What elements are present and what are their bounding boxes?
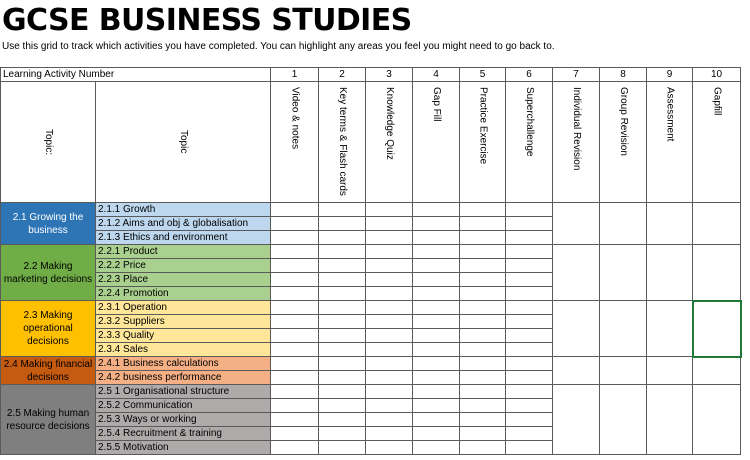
revision-tracking-cell[interactable] <box>600 301 647 357</box>
tracking-cell[interactable] <box>506 217 553 231</box>
activity-number: 10 <box>693 68 741 82</box>
tracking-cell[interactable] <box>271 385 319 399</box>
tracking-cell[interactable] <box>413 315 460 329</box>
revision-tracking-cell[interactable] <box>553 385 600 455</box>
tracking-cell[interactable] <box>460 385 506 399</box>
activity-number: 2 <box>319 68 366 82</box>
tracking-cell[interactable] <box>366 371 413 385</box>
tracking-cell[interactable] <box>271 441 319 455</box>
revision-tracking-cell[interactable] <box>693 245 741 301</box>
subtopic-cell: 2.3.4 Sales <box>96 343 271 357</box>
tracking-cell[interactable] <box>319 329 366 343</box>
tracking-cell[interactable] <box>366 357 413 371</box>
tracking-cell[interactable] <box>271 203 319 217</box>
subtopic-cell: 2.4.1 Business calculations <box>96 357 271 371</box>
tracking-cell[interactable] <box>413 329 460 343</box>
tracking-cell[interactable] <box>413 357 460 371</box>
tracking-cell[interactable] <box>506 441 553 455</box>
activity-number: 8 <box>600 68 647 82</box>
tracking-cell[interactable] <box>271 301 319 315</box>
tracking-cell[interactable] <box>319 427 366 441</box>
subtopic-cell: 2.1.2 Aims and obj & globalisation <box>96 217 271 231</box>
tracking-cell[interactable] <box>506 371 553 385</box>
table-row <box>1 245 741 259</box>
subtopic-cell: 2.2.3 Place <box>96 273 271 287</box>
table-row <box>1 357 741 371</box>
subtopic-cell: 2.5.3 Ways or working <box>96 413 271 427</box>
activity-name: Key terms & Flash cards <box>337 87 348 196</box>
activity-name: Superchallenge <box>524 87 535 157</box>
tracking-cell[interactable] <box>413 203 460 217</box>
revision-tracking-cell[interactable] <box>693 301 741 357</box>
revision-tracking-cell[interactable] <box>647 385 693 455</box>
topic-header-cell <box>96 82 271 203</box>
tracking-cell[interactable] <box>413 343 460 357</box>
tracking-cell[interactable] <box>413 259 460 273</box>
tracking-cell[interactable] <box>413 385 460 399</box>
tracking-cell[interactable] <box>271 371 319 385</box>
tracking-cell[interactable] <box>413 245 460 259</box>
tracking-cell[interactable] <box>366 273 413 287</box>
tracking-cell[interactable] <box>506 245 553 259</box>
tracking-cell[interactable] <box>460 217 506 231</box>
tracking-cell[interactable] <box>319 399 366 413</box>
tracking-cell[interactable] <box>460 245 506 259</box>
tracking-cell[interactable] <box>319 231 366 245</box>
activity-header-cell <box>553 82 600 203</box>
topic-header-cell <box>1 82 96 203</box>
tracking-cell[interactable] <box>319 245 366 259</box>
table-row <box>1 203 741 217</box>
tracking-cell[interactable] <box>506 273 553 287</box>
subtopic-cell: 2.3.1 Operation <box>96 301 271 315</box>
tracking-cell[interactable] <box>506 287 553 301</box>
tracking-cell[interactable] <box>413 217 460 231</box>
tracking-cell[interactable] <box>506 413 553 427</box>
tracking-cell[interactable] <box>319 343 366 357</box>
tracking-cell[interactable] <box>506 301 553 315</box>
section-title: 2.3 Making operational decisions <box>1 301 96 357</box>
table-row <box>1 385 741 399</box>
activity-header-cell <box>413 82 460 203</box>
tracking-cell[interactable] <box>366 413 413 427</box>
tracking-cell[interactable] <box>366 427 413 441</box>
tracking-cell[interactable] <box>460 315 506 329</box>
tracking-cell[interactable] <box>460 441 506 455</box>
tracking-cell[interactable] <box>413 413 460 427</box>
revision-tracking-cell[interactable] <box>647 301 693 357</box>
activity-header-cell <box>319 82 366 203</box>
tracking-cell[interactable] <box>271 315 319 329</box>
tracking-cell[interactable] <box>366 259 413 273</box>
revision-tracking-cell[interactable] <box>647 357 693 385</box>
tracking-cell[interactable] <box>506 259 553 273</box>
tracking-cell[interactable] <box>413 273 460 287</box>
revision-tracking-cell[interactable] <box>553 357 600 385</box>
tracking-cell[interactable] <box>366 231 413 245</box>
activity-header-cell <box>506 82 553 203</box>
activity-name: Video & notes <box>289 87 301 150</box>
tracking-cell[interactable] <box>319 413 366 427</box>
tracking-cell[interactable] <box>460 427 506 441</box>
tracking-cell[interactable] <box>506 427 553 441</box>
tracking-cell[interactable] <box>460 301 506 315</box>
tracking-cell[interactable] <box>319 203 366 217</box>
activity-number: 5 <box>460 68 506 82</box>
tracking-cell[interactable] <box>460 413 506 427</box>
activity-header-cell <box>460 82 506 203</box>
tracking-cell[interactable] <box>506 329 553 343</box>
tracking-cell[interactable] <box>366 217 413 231</box>
tracking-cell[interactable] <box>271 343 319 357</box>
subtopic-cell: 2.4.2 business performance <box>96 371 271 385</box>
activity-number: 6 <box>506 68 553 82</box>
activity-name: Individual Revision <box>571 87 582 171</box>
tracking-cell[interactable] <box>413 427 460 441</box>
tracking-cell[interactable] <box>271 427 319 441</box>
tracking-cell[interactable] <box>319 217 366 231</box>
activity-name: Gapfill <box>711 87 723 116</box>
revision-tracking-cell[interactable] <box>600 203 647 245</box>
activity-header-cell <box>600 82 647 203</box>
activity-number: 3 <box>366 68 413 82</box>
tracking-cell[interactable] <box>366 287 413 301</box>
tracking-cell[interactable] <box>271 357 319 371</box>
subtopic-cell: 2.5.4 Recruitment & training <box>96 427 271 441</box>
tracking-cell[interactable] <box>271 329 319 343</box>
subtopic-cell: 2.3.3 Quality <box>96 329 271 343</box>
revision-tracking-cell[interactable] <box>600 245 647 301</box>
tracking-cell[interactable] <box>460 203 506 217</box>
tracking-cell[interactable] <box>319 385 366 399</box>
tracking-cell[interactable] <box>366 203 413 217</box>
activity-name: Group Revision <box>618 87 629 156</box>
revision-tracking-cell[interactable] <box>600 357 647 385</box>
activity-tracker-grid <box>0 67 742 455</box>
tracking-cell[interactable] <box>506 203 553 217</box>
activity-number: 7 <box>553 68 600 82</box>
tracking-cell[interactable] <box>506 399 553 413</box>
tracking-cell[interactable] <box>271 399 319 413</box>
tracking-cell[interactable] <box>413 441 460 455</box>
tracking-cell[interactable] <box>366 385 413 399</box>
page-title: GCSE BUSINESS STUDIES <box>2 3 412 38</box>
tracking-cell[interactable] <box>506 385 553 399</box>
tracking-cell[interactable] <box>319 441 366 455</box>
section-title: 2.4 Making financial decisions <box>1 357 96 385</box>
tracking-cell[interactable] <box>460 287 506 301</box>
subtopic-cell: 2.2.2 Price <box>96 259 271 273</box>
subtopic-cell: 2.2.4 Promotion <box>96 287 271 301</box>
activity-name: Gap Fill <box>431 87 442 122</box>
tracking-cell[interactable] <box>271 231 319 245</box>
tracking-cell[interactable] <box>413 399 460 413</box>
tracking-cell[interactable] <box>366 245 413 259</box>
subtopic-cell: 2.5.2 Communication <box>96 399 271 413</box>
tracking-cell[interactable] <box>460 259 506 273</box>
tracking-cell[interactable] <box>506 315 553 329</box>
activity-header-cell <box>271 82 319 203</box>
tracking-cell[interactable] <box>319 273 366 287</box>
revision-tracking-cell[interactable] <box>693 357 741 385</box>
tracking-cell[interactable] <box>319 301 366 315</box>
tracking-cell[interactable] <box>319 259 366 273</box>
tracking-cell[interactable] <box>413 371 460 385</box>
activity-header-cell <box>366 82 413 203</box>
subtopic-cell: 2.1.1 Growth <box>96 203 271 217</box>
subtopic-cell: 2.3.2 Suppliers <box>96 315 271 329</box>
topic-header-2: Topic <box>178 130 189 154</box>
tracking-cell[interactable] <box>366 301 413 315</box>
section-title: 2.5 Making human resource decisions <box>1 385 96 455</box>
tracking-cell[interactable] <box>319 315 366 329</box>
revision-tracking-cell[interactable] <box>600 385 647 455</box>
activity-name: Knowledge Quiz <box>384 87 395 160</box>
activity-header-cell <box>693 82 741 203</box>
tracking-cell[interactable] <box>319 287 366 301</box>
tracking-cell[interactable] <box>460 371 506 385</box>
tracking-cell[interactable] <box>506 357 553 371</box>
topic-header-1: Topic: <box>43 128 54 156</box>
tracking-cell[interactable] <box>271 287 319 301</box>
tracking-cell[interactable] <box>413 287 460 301</box>
activity-name: Assessment <box>664 87 676 142</box>
revision-tracking-cell[interactable] <box>693 203 741 245</box>
tracking-cell[interactable] <box>366 441 413 455</box>
revision-tracking-cell[interactable] <box>647 245 693 301</box>
tracking-cell[interactable] <box>271 217 319 231</box>
tracking-cell[interactable] <box>319 371 366 385</box>
tracking-cell[interactable] <box>366 315 413 329</box>
revision-tracking-cell[interactable] <box>553 301 600 357</box>
tracking-cell[interactable] <box>506 343 553 357</box>
tracking-cell[interactable] <box>271 413 319 427</box>
tracking-cell[interactable] <box>413 301 460 315</box>
table-row <box>1 301 741 315</box>
tracking-cell[interactable] <box>460 329 506 343</box>
activity-number: 9 <box>647 68 693 82</box>
revision-tracking-cell[interactable] <box>553 203 600 245</box>
tracking-cell[interactable] <box>460 343 506 357</box>
section-title: 2.1 Growing the business <box>1 203 96 245</box>
tracking-cell[interactable] <box>506 231 553 245</box>
tracking-cell[interactable] <box>460 273 506 287</box>
tracking-cell[interactable] <box>319 357 366 371</box>
tracking-cell[interactable] <box>366 343 413 357</box>
activity-number: 1 <box>271 68 319 82</box>
tracking-cell[interactable] <box>271 245 319 259</box>
revision-tracking-cell[interactable] <box>647 203 693 245</box>
activity-number: 4 <box>413 68 460 82</box>
tracking-cell[interactable] <box>413 231 460 245</box>
tracking-cell[interactable] <box>460 357 506 371</box>
tracking-cell[interactable] <box>366 329 413 343</box>
tracking-cell[interactable] <box>366 399 413 413</box>
learning-activity-label: Learning Activity Number <box>1 68 271 82</box>
subtopic-cell: 2.1.3 Ethics and environment <box>96 231 271 245</box>
revision-tracking-cell[interactable] <box>553 245 600 301</box>
activity-header-cell <box>647 82 693 203</box>
activity-name: Practice Exercise <box>477 87 489 165</box>
tracking-cell[interactable] <box>271 259 319 273</box>
subtopic-cell: 2.2.1 Product <box>96 245 271 259</box>
instructions-text: Use this grid to track which activities you have completed. You can highlight any areas you feel you might need to go back to. <box>2 41 555 52</box>
section-title: 2.2 Making marketing decisions <box>1 245 96 301</box>
tracking-cell[interactable] <box>460 231 506 245</box>
tracking-cell[interactable] <box>271 273 319 287</box>
subtopic-cell: 2.5 1 Organisational structure <box>96 385 271 399</box>
subtopic-cell: 2.5.5 Motivation <box>96 441 271 455</box>
revision-tracking-cell[interactable] <box>693 385 741 455</box>
tracking-cell[interactable] <box>460 399 506 413</box>
